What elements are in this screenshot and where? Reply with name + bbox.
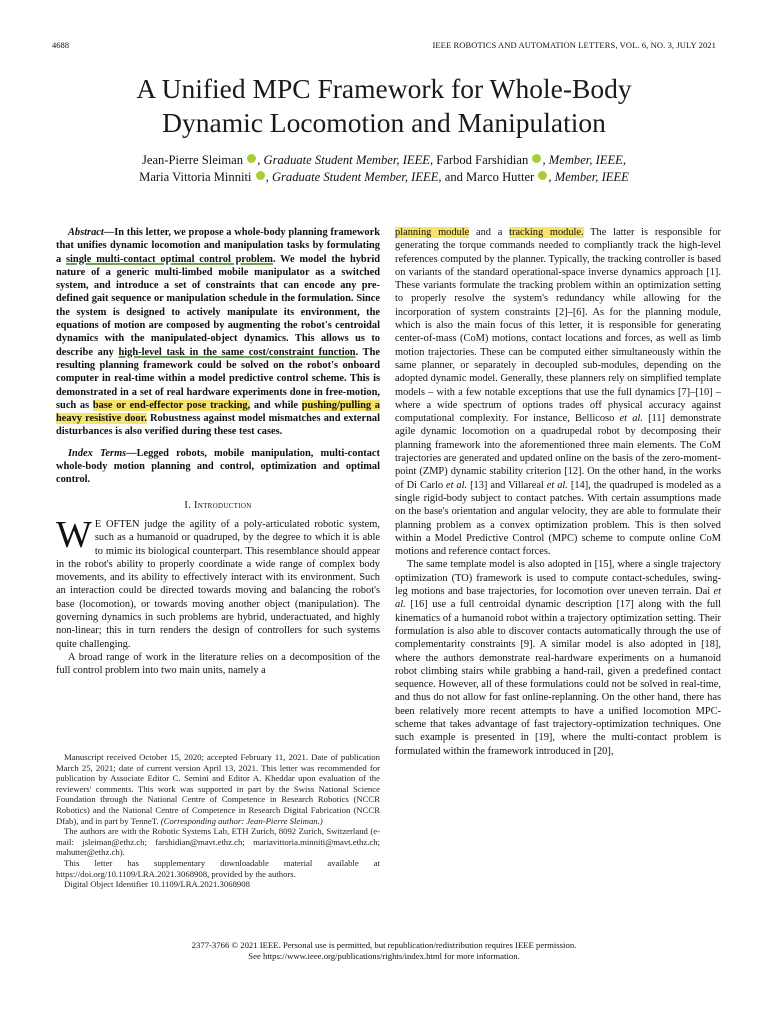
footnotes [56, 752, 380, 890]
highlight-yellow[interactable]: tracking module. [509, 227, 584, 238]
journal-header: IEEE ROBOTICS AND AUTOMATION LETTERS, VOL. 6, NO. 3, JULY 2021 [432, 40, 716, 50]
abstract: Abstract—In this letter, we propose a whole-body planning framework that unifies dynamic locomotion and manipulation tasks by formulating a single multi-contact optimal control problem. We model the hybrid nature of a generic multi-limbed mobile manipulator as a switched system, and introduce a set of constraints that can encode any pre-defined gait sequence or manipulation schedule in the formulation. Since the system is designed to actively manipulate its environment, the equations of motion are composed by augmenting the robot's centroidal dynamics with the manipulated-object dynamics. This allows us to describe any high-level task in the same cost/constraint function. The resulting planning framework could be solved on the robot's onboard computer in real-time within a model predictive control scheme. This is demonstrated in a set of real hardware experiments done in free-motion, such as base or end-effector pose tracking, and while pushing/pulling a heavy resistive door. Robustness against model mismatches and external disturbances is also verified during these test cases. [56, 227, 380, 438]
copyright-line: 2377-3766 © 2021 IEEE. Personal use is permitted, but republication/redistribution requires IEEE permission. [191, 940, 577, 950]
orcid-icon[interactable] [538, 171, 547, 180]
intro-paragraph-1: W E OFTEN judge the agility of a poly-articulated robotic system, such as a humanoid or quadruped, by the degree to which it is able to mimic its biological counterpart. This resemblance should appear in the robot's ability to properly coordinate a wide range of complex body movements, and its ability to effectively interact with its environment. Such an interaction could be directed towards moving and balancing the robot's base (locomotion), or towards moving another object (manipulation). The governing dynamics in such problems are hybrid, underactuated, and highly non-linear; this in turn renders the design of controllers for such systems quite challenging. [56, 513, 380, 650]
highlight-yellow[interactable]: planning module [395, 227, 470, 238]
right-paragraph-1: planning module and a tracking module. The latter is responsible for generating the torque commands needed to compliantly track the high-level references computed by the planner. Typically, the tracking controller is based on variants of the standard operational-space inverse dynamics approach [1]. These variants formulate the tracking problem within an optimization setting to properly resolve the system's redundancy while allowing for the incorporation of system constraints [2]–[6]. As for the planning module, which is also the main focus of this letter, it is responsible for generating center-of-mass (CoM) motions, contact locations and forces, as well as limb motion trajectories. These can be computed either simultaneously within the same planner, or separately in decoupled sub-modules, depending on the adopted dynamic model. Generally, these planners rely on simplified template models – with a few notable exceptions that use the full dynamics [7]–[10] – where a wide spectrum of options trades off physical accuracy against computational complexity. For instance, Bellicoso et al. [11] demonstrate agile dynamic locomotion on a quadrupedal robot by decomposing their planning framework into the aforementioned three main elements. The CoM trajectories are generated and updated online on the basis of the zero-moment-point (ZMP) dynamic stability criterion [12]. On the other hand, in the works of Di Carlo et al. [13] and Villareal et al. [14], the quadruped is modeled as a single rigid-body subject to contact patches. With certain assumptions made on the base's orientation and angular velocity, they are able to formulate their planning problem as a convex optimization problem. This is then solved within a Model Predictive Control (MPC) scheme to compute online CoM motions and reference contact forces. [395, 227, 722, 558]
title-line-1: A Unified MPC Framework for Whole-Body [136, 73, 632, 104]
author-name: and Marco Hutter [441, 170, 535, 184]
orcid-icon[interactable] [247, 154, 256, 163]
highlight-yellow[interactable]: base or end-effector pose tracking, [92, 399, 251, 411]
author-list [52, 152, 716, 186]
index-terms-label: Index Terms [68, 447, 127, 459]
right-paragraph-2: The same template model is also adopted in [15], where a single trajectory optimization (TO) framework is used to compute contact-schedules, swing-leg motions and base trajectories, for locomotion over uneven terrain. Dai et al. [16] use a full centroidal dynamic description [17] along with the full kinematics of a humanoid robot within a trajectory optimization setting. Their formulation is also able to discover contacts automatically through the use of complementarity constraints [9]. A similar model is also adopted in [18], where the authors demonstrate real-hardware experiments on a humanoid robot climbing stairs while grabbing a hand-rail, given a predefined contact sequence. However, all of these formulations could not be solved in real-time, and thus do not allow for fast online-replanning. On the other hand, there has been relatively more recent attempts to have a unified locomotion MPC-scheme that takes advantage of fast trajectory-optimization techniques. One such example is presented in [19], where the multi-contact problem is formulated within the framework introduced in [20], [395, 559, 721, 757]
author-name: Maria Vittoria Minniti [139, 170, 252, 184]
footnote-manuscript: Manuscript received October 15, 2020; accepted February 11, 2021. Date of publication March 25, 2021; date of current version April 13, 2021. This letter was recommended for publication by Associate Editor C. Semini and Editor A. Kheddar upon evaluation of the reviewers' comments. This work was supported in part by the Swiss National Science Foundation through the National Centre of Competence in Research Robotics (NCCR Robotics) and the National Centre of Competence in Research Digital Fabrication (NCCR Dfab), and in part by TenneT. (Corresponding author: Jean-Pierre Sleiman.) [56, 752, 380, 826]
intro-paragraph-2: A broad range of work in the literature relies on a decomposition of the full control problem into two main units, namely a [56, 651, 380, 677]
right-column [395, 226, 721, 758]
drop-cap: W [56, 513, 92, 556]
author-role: , Graduate Student Member, IEEE, [257, 153, 434, 167]
footnote-affiliation: The authors are with the Robotic Systems Lab, ETH Zurich, 8092 Zurich, Switzerland (e-mail: jsleiman@ethz.ch; farshidian@mavt.ethz.ch; mariavittoria.minniti@mavt.ethz.ch; mahutter@ethz.ch). [56, 826, 380, 858]
page-number: 4688 [52, 40, 69, 50]
highlight-underline[interactable]: high-level task in the same cost/constraint function [118, 346, 356, 358]
highlight-yellow[interactable]: pushing/pulling a heavy resistive door. [56, 399, 380, 425]
orcid-icon[interactable] [256, 171, 265, 180]
title-line-2: Dynamic Locomotion and Manipulation [162, 107, 606, 138]
author-role: , Member, IEEE, [542, 153, 627, 167]
author-name: Jean-Pierre Sleiman [141, 153, 244, 167]
author-line-2 [52, 169, 716, 186]
author-line-1 [52, 152, 716, 169]
abstract-label: Abstract [68, 227, 104, 238]
rights-link-line[interactable]: See https://www.ieee.org/publications/rights/index.html for more information. [248, 951, 520, 961]
footnote-supplementary: This letter has supplementary downloadable material available at https://doi.org/10.1109/LRA.2021.3068908, provided by the authors. [56, 857, 380, 879]
index-terms: Index Terms—Legged robots, mobile manipulation, multi-contact whole-body motion planning and control, optimization and optimal control. [56, 447, 380, 486]
left-column [56, 226, 380, 678]
author-role: , Member, IEEE [548, 170, 629, 184]
highlight-underline[interactable]: single multi-contact optimal control problem [66, 253, 273, 265]
orcid-icon[interactable] [532, 154, 541, 163]
section-heading: I. Introduction [184, 499, 252, 511]
footnote-doi: Digital Object Identifier 10.1109/LRA.2021.3068908 [64, 879, 250, 890]
paper-title [52, 72, 716, 140]
author-name: Farbod Farshidian [433, 153, 529, 167]
author-role: , Graduate Student Member, IEEE, [265, 170, 442, 184]
copyright-footer [52, 940, 716, 962]
